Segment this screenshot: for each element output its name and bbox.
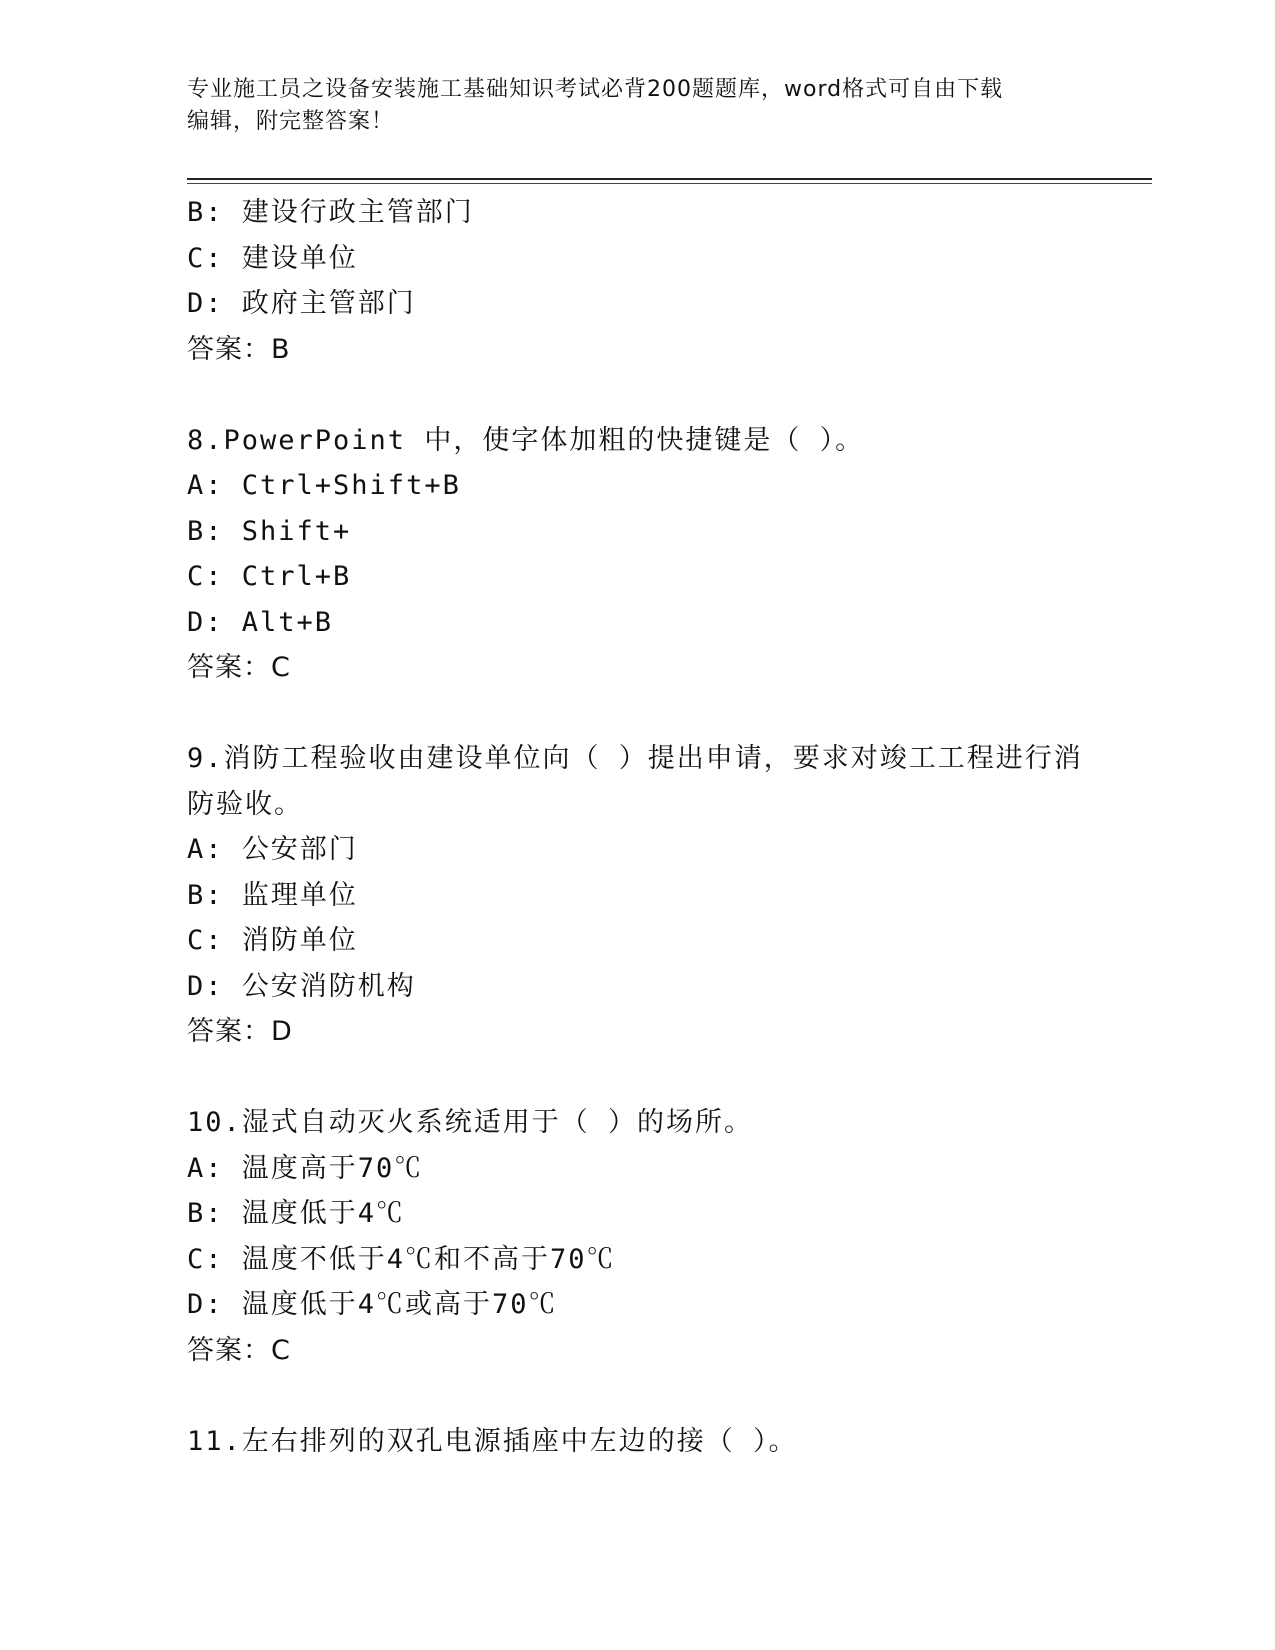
question-text: 11.左右排列的双孔电源插座中左边的接（ ）。 [187, 1425, 798, 1457]
question-text-line-1: 9.消防工程验收由建设单位向（ ）提出申请，要求对竣工工程进行消 [187, 743, 1083, 774]
option-b: B: 温度低于4℃ [187, 1198, 406, 1229]
option-d: D: Alt+B [187, 606, 334, 638]
header-divider-thin [187, 183, 1152, 184]
answer-line: 答案：C [187, 1334, 291, 1366]
option-b: B: Shift+ [187, 515, 352, 547]
spacer [187, 1055, 1087, 1101]
question-block-8 [187, 418, 1087, 691]
option-d: D: 政府主管部门 [187, 288, 416, 319]
option-b: B: 监理单位 [187, 879, 358, 911]
question-text: 8.PowerPoint 中，使字体加粗的快捷键是（ ）。 [187, 424, 865, 456]
answer-line: 答案：C [187, 652, 291, 683]
option-b: B: 建设行政主管部门 [187, 197, 474, 228]
option-d: D: 温度低于4℃或高于70℃ [187, 1289, 558, 1320]
answer-line: 答案：B [187, 333, 291, 365]
option-c: C: 消防单位 [187, 925, 358, 956]
header-title-line-2: 编辑，附完整答案！ [187, 109, 395, 134]
question-block-7 [187, 190, 1087, 372]
header-title-line-1: 专业施工员之设备安装施工基础知识考试必背200题题库，word格式可自由下载 [187, 77, 1004, 102]
question-text: 10.湿式自动灭火系统适用于（ ）的场所。 [187, 1107, 754, 1138]
question-block-11 [187, 1419, 1087, 1465]
spacer [187, 1373, 1087, 1419]
option-c: C: 建设单位 [187, 242, 358, 274]
option-a: A: Ctrl+Shift+B [187, 470, 461, 501]
question-text-line-2: 防验收。 [187, 788, 303, 820]
header-divider-thick [187, 178, 1152, 180]
question-block-10 [187, 1100, 1087, 1373]
answer-line: 答案：D [187, 1016, 293, 1047]
option-c: C: Ctrl+B [187, 561, 352, 592]
question-block-9 [187, 736, 1087, 1055]
option-d: D: 公安消防机构 [187, 970, 416, 1002]
option-a: A: 公安部门 [187, 834, 358, 865]
option-c: C: 温度不低于4℃和不高于70℃ [187, 1243, 616, 1275]
question-list [187, 190, 1087, 1464]
spacer [187, 691, 1087, 737]
option-a: A: 温度高于70℃ [187, 1152, 424, 1184]
spacer [187, 372, 1087, 418]
document-header [187, 74, 1087, 138]
